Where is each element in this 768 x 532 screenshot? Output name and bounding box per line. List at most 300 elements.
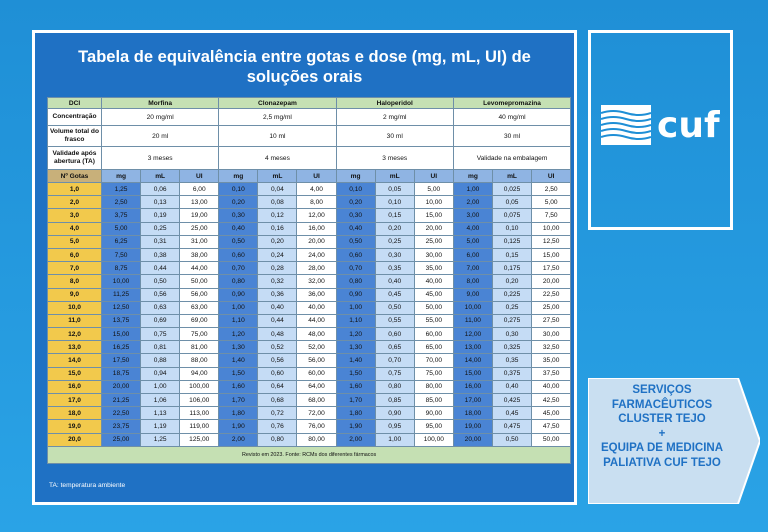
value-cell: 50,00 (414, 301, 453, 314)
drops-cell: 14,0 (48, 354, 102, 367)
value-cell: 0,56 (258, 354, 297, 367)
value-cell: 75,00 (180, 328, 219, 341)
table-row (48, 275, 571, 288)
value-cell: 13,00 (180, 196, 219, 209)
value-cell: 28,00 (297, 262, 336, 275)
value-cell: 19,00 (180, 209, 219, 222)
value-cell: 0,06 (141, 183, 180, 196)
value-cell: 0,10 (219, 183, 258, 196)
value-cell: 0,81 (141, 341, 180, 354)
value-cell: 64,00 (297, 380, 336, 393)
value-cell: 38,00 (180, 248, 219, 261)
value-cell: 2,50 (102, 196, 141, 209)
value-cell: 1,30 (336, 341, 375, 354)
value-cell: 0,44 (141, 262, 180, 275)
value-cell: 0,90 (375, 407, 414, 420)
unit-ml-header: mL (258, 170, 297, 183)
value-cell: 88,00 (180, 354, 219, 367)
value-cell: 0,275 (492, 314, 531, 327)
value-cell: 18,00 (453, 407, 492, 420)
value-cell: 11,00 (453, 314, 492, 327)
value-cell: 40,00 (297, 301, 336, 314)
value-cell: 50,00 (532, 433, 571, 446)
value-cell: 0,20 (258, 235, 297, 248)
value-cell: 65,00 (414, 341, 453, 354)
value-cell: 1,40 (219, 354, 258, 367)
value-cell: 70,00 (414, 354, 453, 367)
banner-line: SERVIÇOS (632, 384, 692, 396)
value-cell: 72,00 (297, 407, 336, 420)
value-cell: 16,00 (453, 380, 492, 393)
value-cell: 6,25 (102, 235, 141, 248)
value-cell: 100,00 (180, 380, 219, 393)
footnote: TA: temperatura ambiente (49, 482, 126, 489)
value-cell: 35,00 (532, 354, 571, 367)
value-cell: 0,30 (492, 328, 531, 341)
value-cell: 18,75 (102, 367, 141, 380)
value-cell: 11,25 (102, 288, 141, 301)
value-cell: 119,00 (180, 420, 219, 433)
value-cell: 0,63 (141, 301, 180, 314)
equivalence-table (47, 97, 571, 464)
table-note: Revisto em 2023. Fonte: RCMs dos diferentes fármacos (48, 446, 571, 463)
drug-header-morfina: Morfina (102, 98, 219, 109)
drug-header-haloperidol: Haloperidol (336, 98, 453, 109)
table-row (48, 367, 571, 380)
value-cell: 7,50 (532, 209, 571, 222)
value-cell: 6,00 (180, 183, 219, 196)
value-cell: 0,76 (258, 420, 297, 433)
value-cell: 0,95 (375, 420, 414, 433)
value-cell: 6,00 (453, 248, 492, 261)
value-cell: 1,25 (102, 183, 141, 196)
unit-ml-header: mL (141, 170, 180, 183)
dci-header: DCI (48, 98, 102, 109)
value-cell: 0,16 (258, 222, 297, 235)
value-cell: 1,80 (336, 407, 375, 420)
table-row (48, 248, 571, 261)
value-cell: 106,00 (180, 394, 219, 407)
value-cell: 1,10 (219, 314, 258, 327)
value-cell: 25,00 (102, 433, 141, 446)
value-cell: 0,55 (375, 314, 414, 327)
unit-ml-header: mL (492, 170, 531, 183)
concentration-value: 2,5 mg/ml (219, 109, 336, 126)
value-cell: 68,00 (297, 394, 336, 407)
value-cell: 10,00 (453, 301, 492, 314)
value-cell: 48,00 (297, 328, 336, 341)
value-cell: 12,00 (297, 209, 336, 222)
value-cell: 17,50 (102, 354, 141, 367)
value-cell: 0,25 (141, 222, 180, 235)
value-cell: 0,325 (492, 341, 531, 354)
value-cell: 0,15 (492, 248, 531, 261)
value-cell: 0,075 (492, 209, 531, 222)
value-cell: 0,64 (258, 380, 297, 393)
value-cell: 0,65 (375, 341, 414, 354)
value-cell: 1,90 (219, 420, 258, 433)
table-row (48, 380, 571, 393)
value-cell: 20,00 (414, 222, 453, 235)
validity-value: 3 meses (102, 147, 219, 170)
value-cell: 24,00 (297, 248, 336, 261)
value-cell: 0,25 (375, 235, 414, 248)
value-cell: 0,425 (492, 394, 531, 407)
value-cell: 0,10 (492, 222, 531, 235)
drops-cell: 3,0 (48, 209, 102, 222)
value-cell: 5,00 (102, 222, 141, 235)
value-cell: 0,50 (492, 433, 531, 446)
value-cell: 17,00 (453, 394, 492, 407)
value-cell: 13,00 (453, 341, 492, 354)
value-cell: 44,00 (297, 314, 336, 327)
value-cell: 5,00 (453, 235, 492, 248)
value-cell: 36,00 (297, 288, 336, 301)
value-cell: 0,20 (219, 196, 258, 209)
unit-ml-header: mL (375, 170, 414, 183)
banner-line: FARMACÊUTICOS (611, 398, 713, 411)
value-cell: 0,05 (492, 196, 531, 209)
value-cell: 0,35 (375, 262, 414, 275)
value-cell: 0,40 (492, 380, 531, 393)
value-cell: 94,00 (180, 367, 219, 380)
volume-value: 10 ml (219, 126, 336, 147)
value-cell: 1,06 (141, 394, 180, 407)
drops-cell: 7,0 (48, 262, 102, 275)
cuf-waves-icon (601, 105, 651, 145)
validity-value: 4 meses (219, 147, 336, 170)
value-cell: 0,475 (492, 420, 531, 433)
table-row (48, 420, 571, 433)
value-cell: 1,00 (219, 301, 258, 314)
volume-row (48, 126, 571, 147)
value-cell: 22,50 (102, 407, 141, 420)
value-cell: 0,50 (375, 301, 414, 314)
value-cell: 7,50 (102, 248, 141, 261)
value-cell: 1,90 (336, 420, 375, 433)
value-cell: 0,20 (336, 196, 375, 209)
banner-line: CLUSTER TEJO (618, 413, 706, 426)
drops-cell: 18,0 (48, 407, 102, 420)
value-cell: 5,00 (532, 196, 571, 209)
value-cell: 1,00 (336, 301, 375, 314)
validity-label: Validade após abertura (TA) (48, 147, 102, 170)
value-cell: 0,40 (258, 301, 297, 314)
value-cell: 0,10 (375, 196, 414, 209)
value-cell: 1,80 (219, 407, 258, 420)
value-cell: 20,00 (453, 433, 492, 446)
value-cell: 0,04 (258, 183, 297, 196)
value-cell: 0,15 (375, 209, 414, 222)
value-cell: 32,50 (532, 341, 571, 354)
value-cell: 0,31 (141, 235, 180, 248)
value-cell: 0,30 (336, 209, 375, 222)
drops-cell: 2,0 (48, 196, 102, 209)
value-cell: 0,45 (492, 407, 531, 420)
value-cell: 35,00 (414, 262, 453, 275)
drops-cell: 20,0 (48, 433, 102, 446)
concentration-row (48, 109, 571, 126)
concentration-value: 2 mg/ml (336, 109, 453, 126)
value-cell: 0,80 (375, 380, 414, 393)
value-cell: 60,00 (414, 328, 453, 341)
value-cell: 27,50 (532, 314, 571, 327)
value-cell: 40,00 (532, 380, 571, 393)
drops-cell: 10,0 (48, 301, 102, 314)
value-cell: 0,60 (219, 248, 258, 261)
value-cell: 0,28 (258, 262, 297, 275)
value-cell: 0,94 (141, 367, 180, 380)
table-row (48, 262, 571, 275)
value-cell: 42,50 (532, 394, 571, 407)
value-cell: 1,13 (141, 407, 180, 420)
value-cell: 0,38 (141, 248, 180, 261)
value-cell: 23,75 (102, 420, 141, 433)
drops-cell: 9,0 (48, 288, 102, 301)
value-cell: 15,00 (102, 328, 141, 341)
table-row (48, 341, 571, 354)
drops-cell: 4,0 (48, 222, 102, 235)
value-cell: 47,50 (532, 420, 571, 433)
value-cell: 0,30 (375, 248, 414, 261)
concentration-value: 40 mg/ml (453, 109, 570, 126)
unit-mg-header: mg (219, 170, 258, 183)
value-cell: 113,00 (180, 407, 219, 420)
value-cell: 0,50 (219, 235, 258, 248)
table-row (48, 288, 571, 301)
equivalence-panel (32, 30, 577, 505)
value-cell: 1,60 (336, 380, 375, 393)
value-cell: 16,25 (102, 341, 141, 354)
value-cell: 1,70 (336, 394, 375, 407)
value-cell: 0,72 (258, 407, 297, 420)
value-cell: 2,00 (453, 196, 492, 209)
value-cell: 95,00 (414, 420, 453, 433)
value-cell: 0,80 (336, 275, 375, 288)
value-cell: 0,60 (375, 328, 414, 341)
unit-header-row (48, 170, 571, 183)
table-row (48, 314, 571, 327)
value-cell: 16,00 (297, 222, 336, 235)
value-cell: 0,175 (492, 262, 531, 275)
table-row (48, 394, 571, 407)
value-cell: 13,75 (102, 314, 141, 327)
value-cell: 7,00 (453, 262, 492, 275)
validity-value: 3 meses (336, 147, 453, 170)
value-cell: 14,00 (453, 354, 492, 367)
value-cell: 69,00 (180, 314, 219, 327)
value-cell: 1,25 (141, 433, 180, 446)
table-row (48, 328, 571, 341)
value-cell: 50,00 (180, 275, 219, 288)
value-cell: 12,00 (453, 328, 492, 341)
table-note-row (48, 446, 571, 463)
value-cell: 0,19 (141, 209, 180, 222)
value-cell: 0,10 (336, 183, 375, 196)
value-cell: 15,00 (453, 367, 492, 380)
table-row (48, 354, 571, 367)
drops-header: Nº Gotas (48, 170, 102, 183)
value-cell: 8,00 (453, 275, 492, 288)
value-cell: 56,00 (297, 354, 336, 367)
value-cell: 0,85 (375, 394, 414, 407)
value-cell: 90,00 (414, 407, 453, 420)
value-cell: 45,00 (414, 288, 453, 301)
value-cell: 1,20 (336, 328, 375, 341)
drug-header-row (48, 98, 571, 109)
value-cell: 12,50 (102, 301, 141, 314)
value-cell: 1,40 (336, 354, 375, 367)
value-cell: 32,00 (297, 275, 336, 288)
drops-cell: 8,0 (48, 275, 102, 288)
drops-cell: 11,0 (48, 314, 102, 327)
page-title (35, 47, 574, 87)
title-line-2: soluções orais (246, 68, 363, 86)
cuf-logo-box (588, 30, 733, 230)
value-cell: 1,00 (453, 183, 492, 196)
value-cell: 37,50 (532, 367, 571, 380)
value-cell: 10,00 (102, 275, 141, 288)
drops-cell: 12,0 (48, 328, 102, 341)
table-row (48, 407, 571, 420)
value-cell: 30,00 (532, 328, 571, 341)
value-cell: 1,50 (219, 367, 258, 380)
value-cell: 0,70 (219, 262, 258, 275)
value-cell: 0,025 (492, 183, 531, 196)
drops-cell: 5,0 (48, 235, 102, 248)
value-cell: 0,60 (258, 367, 297, 380)
value-cell: 40,00 (414, 275, 453, 288)
value-cell: 4,00 (453, 222, 492, 235)
value-cell: 0,56 (141, 288, 180, 301)
value-cell: 25,00 (532, 301, 571, 314)
value-cell: 0,60 (336, 248, 375, 261)
value-cell: 15,00 (414, 209, 453, 222)
value-cell: 0,50 (141, 275, 180, 288)
value-cell: 19,00 (453, 420, 492, 433)
value-cell: 0,13 (141, 196, 180, 209)
value-cell: 1,20 (219, 328, 258, 341)
value-cell: 1,70 (219, 394, 258, 407)
banner-line: EQUIPA DE MEDICINA (600, 442, 724, 455)
value-cell: 20,00 (297, 235, 336, 248)
value-cell: 0,20 (492, 275, 531, 288)
table-row (48, 209, 571, 222)
value-cell: 0,69 (141, 314, 180, 327)
table-row (48, 196, 571, 209)
volume-value: 30 ml (336, 126, 453, 147)
value-cell: 1,19 (141, 420, 180, 433)
table-row (48, 235, 571, 248)
value-cell: 2,00 (336, 433, 375, 446)
value-cell: 0,20 (375, 222, 414, 235)
value-cell: 56,00 (180, 288, 219, 301)
value-cell: 0,32 (258, 275, 297, 288)
value-cell: 8,00 (297, 196, 336, 209)
banner-text (592, 383, 732, 471)
banner-line: PALIATIVA CUF TEJO (603, 456, 721, 469)
value-cell: 85,00 (414, 394, 453, 407)
value-cell: 0,50 (336, 235, 375, 248)
value-cell: 100,00 (414, 433, 453, 446)
value-cell: 22,50 (532, 288, 571, 301)
value-cell: 0,08 (258, 196, 297, 209)
title-line-1: Tabela de equivalência entre gotas e dose (mg, mL, UI) de (78, 48, 531, 66)
value-cell: 0,44 (258, 314, 297, 327)
value-cell: 31,00 (180, 235, 219, 248)
value-cell: 81,00 (180, 341, 219, 354)
value-cell: 0,68 (258, 394, 297, 407)
value-cell: 0,48 (258, 328, 297, 341)
value-cell: 0,25 (492, 301, 531, 314)
drops-cell: 19,0 (48, 420, 102, 433)
value-cell: 0,225 (492, 288, 531, 301)
drops-cell: 6,0 (48, 248, 102, 261)
value-cell: 0,88 (141, 354, 180, 367)
value-cell: 80,00 (297, 433, 336, 446)
value-cell: 0,40 (219, 222, 258, 235)
value-cell: 3,75 (102, 209, 141, 222)
value-cell: 9,00 (453, 288, 492, 301)
value-cell: 1,00 (141, 380, 180, 393)
value-cell: 0,80 (258, 433, 297, 446)
value-cell: 52,00 (297, 341, 336, 354)
value-cell: 2,00 (219, 433, 258, 446)
value-cell: 0,36 (258, 288, 297, 301)
value-cell: 20,00 (102, 380, 141, 393)
volume-label: Volume total do frasco (48, 126, 102, 147)
value-cell: 0,45 (375, 288, 414, 301)
value-cell: 17,50 (532, 262, 571, 275)
validity-row (48, 147, 571, 170)
value-cell: 0,375 (492, 367, 531, 380)
validity-value: Validade na embalagem (453, 147, 570, 170)
value-cell: 0,75 (375, 367, 414, 380)
value-cell: 76,00 (297, 420, 336, 433)
concentration-label: Concentração (48, 109, 102, 126)
drops-cell: 15,0 (48, 367, 102, 380)
value-cell: 30,00 (414, 248, 453, 261)
unit-mg-header: mg (102, 170, 141, 183)
value-cell: 15,00 (532, 248, 571, 261)
value-cell: 1,00 (375, 433, 414, 446)
value-cell: 0,80 (219, 275, 258, 288)
value-cell: 12,50 (532, 235, 571, 248)
value-cell: 0,35 (492, 354, 531, 367)
value-cell: 1,60 (219, 380, 258, 393)
table-row (48, 433, 571, 446)
drug-header-clonazepam: Clonazepam (219, 98, 336, 109)
value-cell: 0,05 (375, 183, 414, 196)
value-cell: 1,30 (219, 341, 258, 354)
value-cell: 3,00 (453, 209, 492, 222)
value-cell: 0,90 (219, 288, 258, 301)
value-cell: 0,30 (219, 209, 258, 222)
value-cell: 0,40 (375, 275, 414, 288)
table-row (48, 301, 571, 314)
volume-value: 30 ml (453, 126, 570, 147)
value-cell: 10,00 (532, 222, 571, 235)
table-row (48, 183, 571, 196)
value-cell: 45,00 (532, 407, 571, 420)
value-cell: 63,00 (180, 301, 219, 314)
drops-cell: 13,0 (48, 341, 102, 354)
value-cell: 10,00 (414, 196, 453, 209)
value-cell: 0,90 (336, 288, 375, 301)
unit-ui-header: UI (414, 170, 453, 183)
drops-cell: 17,0 (48, 394, 102, 407)
drops-cell: 16,0 (48, 380, 102, 393)
